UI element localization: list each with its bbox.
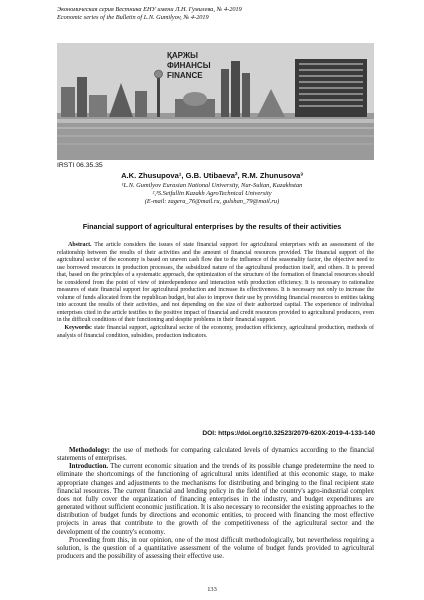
journal-header xyxy=(57,6,242,23)
section-title-kz: ҚАРЖЫ xyxy=(167,51,198,60)
methodology-label: Methodology: xyxy=(69,447,110,454)
authors-line: A.K. Zhusupova¹, G.B. Utibaeva², R.M. Zhunusova³ xyxy=(121,171,303,180)
abstract-block xyxy=(57,242,374,340)
journal-header-en: Economic series of the Bulletin of L.N. Gumilyov, № 4-2019 xyxy=(57,14,209,22)
section-title-ru: ФИНАНСЫ xyxy=(167,61,211,70)
doi-link[interactable]: DOI: https://doi.org/10.32523/2079-620X-2019-4-133-140 xyxy=(202,430,375,437)
section-title-en: FINANCE xyxy=(167,71,203,80)
section-banner xyxy=(57,43,374,160)
irsti-code: IRSTI 06.35.35 xyxy=(57,162,103,169)
keywords-text: state financial support, agricultural sector of the economy, production efficiency, agricultural production, methods of analysis of financial condition, subsidies, production indicators. xyxy=(57,325,374,339)
introduction-paragraph xyxy=(57,463,374,536)
introduction-label: Introduction. xyxy=(69,463,109,471)
affiliation-2: ²,³S.Seifullin Kazakh AgroTechnical University xyxy=(152,190,272,197)
abstract-label: Abstract. xyxy=(68,242,92,248)
abstract-text: The article considers the issues of state financial support for agricultural enterprises with an assessment of the relationship between the results of their activities and the amount of financial resources provided. The financial support of the agricultural sector of the economy is based on uneven cash flow due to the influence of the seasonality factor, the objective need to use borrowed resources in production processes, the subsidized nature of the agricultural production itself, and others. It is proved that, based on the principles of a systematic approach, the optimization of the structure of the formation of financial resources should be considered from the point of view of interdependence and interaction with production efficiency. It is necessary to rationalize measures of state financial support for agricultural production and increase its effectiveness. It is necessary not only to increase the volume of funds allocated from the republican budget, but also to improve their use by providing financial resources to entities taking into account the results of their activities, and not depending on the size of their authorized capital. The experience of individual enterprises cited in the article testifies to the positive impact of financial and credit resources provided to agricultural producers, even in the difficult conditions of their functioning and despite problems in their financial support. xyxy=(57,242,375,324)
article-title: Financial support of agricultural enterprises by the results of their activities xyxy=(82,222,342,231)
methodology-paragraph xyxy=(57,447,374,463)
body-text xyxy=(57,447,374,561)
section-title xyxy=(167,51,211,81)
introduction-text: The current economic situation and the trends of its possible change predetermine the need to eliminate the shortcomings of the functioning of agricultural units identified at this economic stage, to make appropriate changes and adjustments to the mechanisms for distributing and bringing to the final recipient state financial resources. The current financial and lending policy in the field of the country's agro-industrial complex does not fully cover the organization of financing enterprises in the industry, and budget expenditures are generated without sufficient economic justification. It is also necessary to reconsider the existing approaches to the distribution of budget funds by directions and economic entities, to proceed with financing the most effective projects in areas that contribute to the growth of the competitiveness of the agricultural sector and the development of the country's economy. xyxy=(57,463,374,536)
methodology-text: the use of methods for comparing calculated levels of dynamics according to the financial statements of enterprises. xyxy=(57,447,374,463)
city-skyline-illustration xyxy=(57,43,374,160)
keywords-label: Keywords: xyxy=(64,325,93,332)
journal-header-ru: Экономическая серия Вестника ЕНУ имени Л.Н. Гумилева, № 4-2019 xyxy=(57,6,242,13)
affiliation-email: (E-mail: zagera_76@mail.ru, gulshan_79@mail.ru) xyxy=(144,198,280,205)
affiliation-1: ¹L.N. Gumilyov Eurasian National University, Nur-Sultan, Kazakhstan xyxy=(121,182,303,189)
body-paragraph-3: Proceeding from this, in our opinion, one of the most difficult methodologically, but nevertheless requiring a solution, is the question of a quantitative assessment of the volume of budget funds provided to agricultural producers and the possibility of assessing their effective use. xyxy=(57,536,374,561)
page-number: 133 xyxy=(207,586,217,593)
